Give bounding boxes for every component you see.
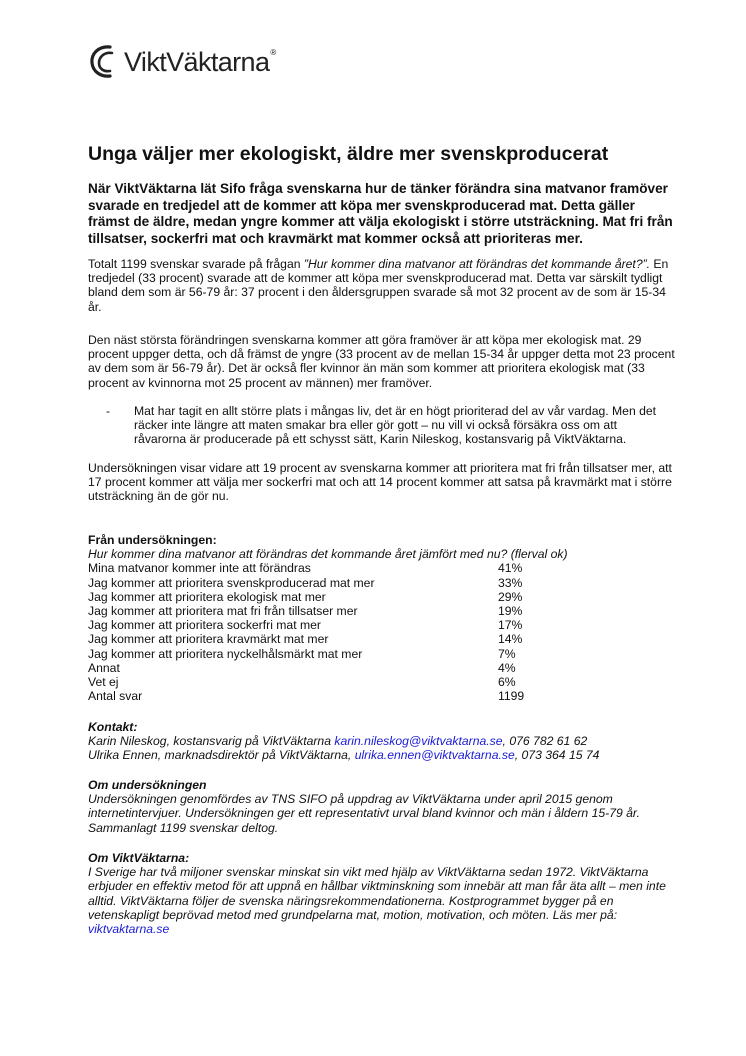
survey-row — [88, 632, 688, 646]
contact-2-name: Ulrika Ennen, marknadsdirektör på ViktVäktarna, — [88, 748, 355, 763]
paragraph-1 — [88, 257, 678, 314]
survey-row-value: 33% — [498, 575, 523, 590]
survey-row-label: Jag kommer att prioritera kravmärkt mat mer — [88, 632, 329, 647]
contact-1-phone: , 076 782 61 62 — [502, 734, 588, 749]
survey-row-value: 29% — [498, 589, 523, 604]
survey-row-label: Jag kommer att prioritera svenskproducerad mat mer — [88, 575, 375, 590]
logo-registered-mark: ® — [270, 47, 277, 57]
survey-row — [88, 661, 688, 675]
survey-row-value: 19% — [498, 603, 523, 618]
survey-row-value: 7% — [498, 646, 516, 661]
survey-row-label: Jag kommer att prioritera ekologisk mat mer — [88, 589, 326, 604]
paragraph-1-quote: ”Hur kommer dina matvanor att förändras det kommande året?”. — [303, 257, 651, 271]
survey-row-label: Jag kommer att prioritera sockerfri mat mer — [88, 618, 321, 633]
about-survey-section — [88, 778, 678, 835]
contact-1-name: Karin Nileskog, kostansvarig på ViktVäktarna — [88, 734, 335, 749]
list-dash: - — [106, 404, 111, 418]
about-company-body — [88, 865, 678, 936]
quote-text: Mat har tagit en allt större plats i mångas liv, det är en högt prioriterad del av vår vardag. Men det räcker inte längre att maten smakar bra eller gör gott – nu vill vi också försäkra oss om att råvarorna är producerade på ett schysst sätt, Karin Nileskog, kostansvarig på ViktVäktarna. — [134, 404, 657, 447]
survey-row-value: 17% — [498, 618, 523, 633]
viktvaktarna-logo — [88, 42, 276, 82]
survey-heading: Från undersökningen: — [88, 533, 217, 547]
contact-section — [88, 720, 678, 763]
survey-row-value: 4% — [498, 660, 516, 675]
contact-2-phone: , 073 364 15 74 — [514, 748, 600, 763]
survey-row-value: 41% — [498, 561, 523, 576]
survey-row-value: 6% — [498, 674, 516, 689]
logo-swirl-icon — [88, 44, 122, 80]
about-company-section — [88, 851, 678, 936]
survey-results — [88, 533, 688, 703]
survey-row — [88, 590, 688, 604]
survey-row-value: 14% — [498, 632, 523, 647]
about-survey-text: Undersökningen genomfördes av TNS SIFO på uppdrag av ViktVäktarna under april 2015 genom internetintervjuer. Undersökningen ger ett representativt urval bland kvinnor och män i åldern 15-79 år. Sammanlagt 1199 svenskar deltog. — [88, 792, 640, 835]
logo-wordmark: ViktVäktarna — [124, 47, 270, 77]
paragraph-1-after: En tredjedel (33 procent) svarade att de kommer att köpa mer svenskproducerad mat. Detta var särskilt tydligt bland dem som är 56-79 år: 37 procent i den åldersgruppen svarade så mot 32 procent av de som är 15-34 år. — [88, 257, 669, 314]
survey-row — [88, 618, 688, 632]
survey-row — [88, 647, 688, 661]
lead-paragraph: När ViktVäktarna lät Sifo fråga svenskarna hur de tänker förändra sina matvanor framöver svarade en tredjedel att de kommer att köpa mer svenskproducerad mat. Detta gäller främst de äldre, medan yngre kommer att välja ekologiskt i större utsträckning. Mat fri från tillsatser, sockerfri mat och kravmärkt mat kommer också att prioriteras mer. — [88, 181, 673, 246]
survey-rows — [88, 561, 688, 703]
survey-row-label: Jag kommer att prioritera mat fri från tillsatser mer — [88, 603, 358, 618]
page-title: Unga väljer mer ekologiskt, äldre mer svenskproducerat — [88, 143, 609, 165]
contact-heading: Kontakt: — [88, 720, 138, 734]
survey-row-label: Antal svar — [88, 689, 143, 704]
website-link[interactable]: viktvaktarna.se — [88, 922, 170, 937]
contact-2-email-link[interactable]: ulrika.ennen@viktvaktarna.se — [354, 748, 515, 763]
survey-row — [88, 576, 688, 590]
survey-row-label: Mina matvanor kommer inte att förändras — [88, 561, 311, 576]
survey-row — [88, 604, 688, 618]
quote-list-item — [106, 404, 670, 447]
about-company-text: I Sverige har två miljoner svenskar minskat sin vikt med hjälp av ViktVäktarna sedan 1972. ViktVäktarna erbjuder en effektiv metod för att uppnå en hållbar viktminskning som innebär att man får äta allt – men inte alltid. ViktVäktarna följer de svenska näringsrekommendationerna. Kostprogrammet bygger på en vetenskapligt beprövad metod med grundpelarna mat, motion, motivation, och möten. Läs mer på: — [88, 865, 666, 922]
paragraph-1-before: Totalt 1199 svenskar svarade på frågan — [88, 257, 304, 271]
about-company-heading: Om ViktVäktarna: — [88, 851, 190, 865]
survey-question: Hur kommer dina matvanor att förändras det kommande året jämfört med nu? (flerval ok) — [88, 547, 568, 562]
survey-row-value: 1199 — [498, 689, 525, 704]
paragraph-3: Undersökningen visar vidare att 19 procent av svenskarna kommer att prioritera mat fri från tillsatser mer, att 17 procent kommer att välja mer sockerfri mat och att 14 procent kommer att satsa på kravmärkt mat i större utsträckning än de gör nu. — [88, 461, 672, 504]
survey-row — [88, 689, 688, 703]
survey-row-label: Annat — [88, 660, 120, 675]
contact-line-2 — [88, 748, 678, 762]
survey-row-label: Jag kommer att prioritera nyckelhålsmärkt mat mer — [88, 646, 363, 661]
contact-1-email-link[interactable]: karin.nileskog@viktvaktarna.se — [334, 734, 503, 749]
survey-row — [88, 561, 688, 575]
paragraph-2: Den näst största förändringen svenskarna kommer att göra framöver är att köpa mer ekologisk mat. 29 procent uppger detta, och då främst de yngre (33 procent av de mellan 15-34 år uppger detta mot 23 procent av dem som är 56-79 år). Det är också fler kvinnor än män som kommer att prioritera ekologisk mat (33 procent av kvinnorna mot 25 procent av männen) mer framöver. — [88, 333, 675, 390]
contact-line-1 — [88, 734, 678, 748]
survey-row-label: Vet ej — [88, 674, 119, 689]
about-survey-heading: Om undersökningen — [88, 778, 207, 792]
survey-row — [88, 675, 688, 689]
